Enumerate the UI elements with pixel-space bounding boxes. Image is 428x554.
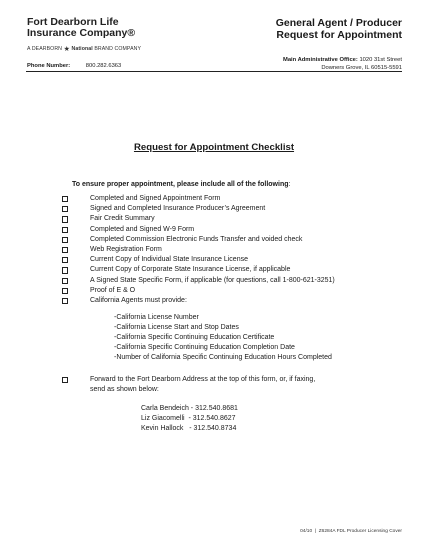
checkbox-icon[interactable] bbox=[62, 298, 68, 304]
california-item: -California License Number bbox=[114, 314, 199, 321]
checklist-item-label: Completed and Signed W-9 Form bbox=[90, 225, 195, 233]
intro-colon: : bbox=[288, 181, 291, 188]
office-label: Main Administrative Office: bbox=[282, 57, 358, 63]
form-title bbox=[276, 17, 402, 41]
california-item: -California Specific Continuing Education Completion Date bbox=[114, 344, 295, 351]
checklist-item-label: Fair Credit Summary bbox=[90, 215, 155, 223]
phone-number bbox=[27, 63, 121, 69]
intro-text: To ensure proper appointment, please include all of the following bbox=[72, 181, 289, 188]
california-item: -California Specific Continuing Education Certificate bbox=[114, 334, 275, 341]
checkbox-icon[interactable] bbox=[62, 288, 68, 294]
forward-line1: Forward to the Fort Dearborn Address at the top of this form, or, if faxing, bbox=[90, 376, 316, 383]
checklist-item-label: California Agents must provide: bbox=[90, 296, 187, 304]
form-footer: 04/10 | Z6284A FDL Producer Licensing Cover bbox=[300, 529, 402, 534]
header-divider bbox=[26, 71, 402, 72]
star-icon: ★ bbox=[63, 46, 70, 53]
checklist-item-label: Signed and Completed Insurance Producer’s Agreement bbox=[90, 205, 266, 213]
form-title-line2: Request for Appointment bbox=[276, 29, 402, 41]
california-item: -California License Start and Stop Dates bbox=[114, 324, 239, 331]
tagline-brand: National bbox=[71, 46, 93, 52]
checklist-item-label: Current Copy of Individual State Insurance License bbox=[90, 256, 248, 264]
company-name-line1: Fort Dearborn Life bbox=[27, 16, 119, 28]
contact-entry: Kevin Hallock - 312.540.8734 bbox=[141, 425, 237, 432]
form-title-line1: General Agent / Producer bbox=[275, 17, 402, 29]
brand-tagline bbox=[27, 45, 141, 53]
forward-line2: send as shown below: bbox=[90, 386, 159, 393]
checkbox-icon[interactable] bbox=[62, 237, 68, 243]
checklist-intro bbox=[72, 181, 290, 188]
california-item: -Number of California Specific Continuing Education Hours Completed bbox=[114, 354, 332, 361]
contact-entry: Liz Giacomelli - 312.540.8627 bbox=[141, 415, 236, 422]
checklist-item-label: Proof of E & O bbox=[90, 286, 136, 294]
checkbox-icon[interactable] bbox=[62, 247, 68, 253]
office-street: 1020 31st Street bbox=[359, 57, 402, 63]
checkbox-icon[interactable] bbox=[62, 377, 68, 383]
checkbox-icon[interactable] bbox=[62, 216, 68, 222]
company-logo bbox=[27, 17, 135, 39]
checklist-item-label: Current Copy of Corporate State Insurance License, if applicable bbox=[90, 266, 291, 274]
tagline-suffix: BRAND COMPANY bbox=[94, 46, 142, 52]
california-requirements bbox=[114, 313, 332, 363]
checkbox-icon[interactable] bbox=[62, 227, 68, 233]
checklist-item-label: A Signed State Specific Form, if applicable (for questions, call 1-800-621-3251) bbox=[90, 276, 335, 284]
checkbox-icon[interactable] bbox=[62, 278, 68, 284]
checklist-title: Request for Appointment Checklist bbox=[133, 142, 295, 153]
checklist-item-label: Completed and Signed Appointment Form bbox=[90, 195, 221, 202]
checkbox-icon[interactable] bbox=[62, 257, 68, 263]
company-name-line2: Insurance Company® bbox=[27, 27, 136, 39]
checkbox-icon[interactable] bbox=[62, 206, 68, 212]
phone-value: 800.282.6363 bbox=[85, 63, 122, 69]
checkbox-icon[interactable] bbox=[62, 196, 68, 202]
checklist-item-label: Web Registration Form bbox=[90, 245, 162, 253]
contact-entry: Carla Bendeich - 312.540.8681 bbox=[141, 405, 238, 412]
office-address bbox=[283, 57, 402, 72]
office-city: Downers Grove, IL 60515-5591 bbox=[321, 64, 402, 71]
phone-label: Phone Number: bbox=[27, 63, 71, 69]
checklist-item-label: Completed Commission Electronic Funds Transfer and voided check bbox=[90, 235, 303, 243]
fax-contacts bbox=[141, 404, 238, 434]
tagline-prefix: A DEARBORN bbox=[27, 46, 63, 52]
checkbox-icon[interactable] bbox=[62, 267, 68, 273]
